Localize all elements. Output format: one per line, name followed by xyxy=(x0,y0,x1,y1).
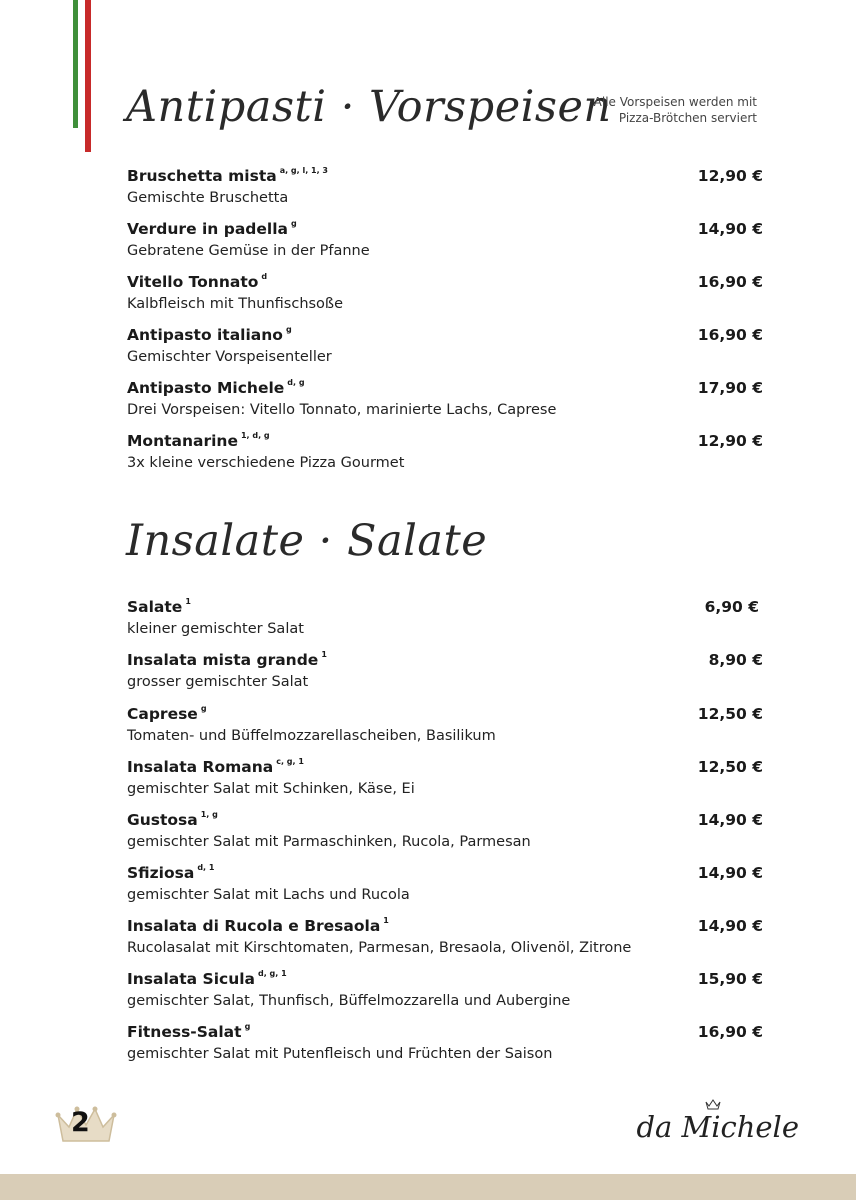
item-description: 3x kleine verschiedene Pizza Gourmet xyxy=(127,455,405,471)
item-name: Insalata Sicula $^{d, g, 1}$ xyxy=(127,969,287,988)
item-name: Vitello Tonnato $^d$ xyxy=(127,272,268,291)
item-price: 12,90 € xyxy=(697,167,763,185)
item-description: Drei Vorspeisen: Vitello Tonnato, marinierte Lachs, Caprese xyxy=(127,402,557,418)
menu-item xyxy=(127,1023,763,1071)
item-price: 17,90 € xyxy=(697,379,763,397)
item-name: Insalata mista grande $^1$ xyxy=(127,650,327,669)
item-description: Kalbfleisch mit Thunfischsoße xyxy=(127,296,343,312)
item-allergens: g xyxy=(290,219,297,228)
item-price: 14,90 € xyxy=(697,811,763,829)
menu-item xyxy=(127,220,763,268)
item-allergens: d, 1 xyxy=(197,863,215,872)
item-name: Bruschetta mista $^{a, g, l, 1, 3}$ xyxy=(127,166,328,185)
item-price: 16,90 € xyxy=(697,1023,763,1041)
logo-text: da Michele xyxy=(636,1110,799,1144)
item-price: 16,90 € xyxy=(697,273,763,291)
antipasti-note xyxy=(517,94,757,126)
item-description: Gebratene Gemüse in der Pfanne xyxy=(127,243,370,259)
item-allergens: 1 xyxy=(321,650,327,659)
item-name: Caprese $^g$ xyxy=(127,704,207,723)
item-price: 12,50 € xyxy=(697,758,763,776)
item-description: grosser gemischter Salat xyxy=(127,674,309,690)
item-description: Rucolasalat mit Kirschtomaten, Parmesan, Bresaola, Olivenöl, Zitrone xyxy=(127,940,632,956)
footer-bar xyxy=(0,1174,856,1200)
item-allergens: 1 xyxy=(185,597,191,606)
menu-item xyxy=(127,598,763,646)
item-price: 12,90 € xyxy=(697,432,763,450)
item-allergens: 1, d, g xyxy=(240,431,270,440)
flag-stripe-white xyxy=(78,0,83,138)
item-name: Insalata di Rucola e Bresaola $^1$ xyxy=(127,916,389,935)
item-allergens: g xyxy=(244,1022,251,1031)
menu-item xyxy=(127,705,763,753)
item-price: 14,90 € xyxy=(697,917,763,935)
antipasti-note-line: Alle Vorspeisen werden mit xyxy=(593,95,757,109)
item-allergens: d, g, 1 xyxy=(258,969,287,978)
section-title-insalate: Insalate · Salate xyxy=(126,516,488,566)
menu-item xyxy=(127,379,763,427)
item-price: 14,90 € xyxy=(697,864,763,882)
item-description: Gemischte Bruschetta xyxy=(127,190,289,206)
item-description: gemischter Salat, Thunfisch, Büffelmozzarella und Aubergine xyxy=(127,993,571,1009)
item-allergens: d xyxy=(261,272,268,281)
section-title-antipasti: Antipasti · Vorspeisen xyxy=(126,82,612,132)
item-price: 8,90 € xyxy=(708,651,763,669)
menu-item xyxy=(127,273,763,321)
menu-item xyxy=(127,811,763,859)
item-allergens: c, g, 1 xyxy=(276,757,304,766)
item-allergens: d, g xyxy=(287,378,305,387)
flag-stripe-red xyxy=(85,0,91,152)
menu-item xyxy=(127,864,763,912)
item-description: kleiner gemischter Salat xyxy=(127,621,304,637)
item-price: 16,90 € xyxy=(697,326,763,344)
item-allergens: 1 xyxy=(383,916,389,925)
item-description: Gemischter Vorspeisenteller xyxy=(127,349,332,365)
item-description: gemischter Salat mit Putenfleisch und Früchten der Saison xyxy=(127,1046,553,1062)
menu-item xyxy=(127,970,763,1018)
item-name: Gustosa $^{1, g}$ xyxy=(127,810,218,829)
menu-item xyxy=(127,432,763,480)
item-name: Antipasto Michele $^{d, g}$ xyxy=(127,378,305,397)
item-name: Salate $^1$ xyxy=(127,597,191,616)
item-price: 14,90 € xyxy=(697,220,763,238)
item-name: Insalata Romana $^{c, g, 1}$ xyxy=(127,757,304,776)
item-description: Tomaten- und Büffelmozzarellascheiben, Basilikum xyxy=(127,728,496,744)
logo-crown-icon xyxy=(705,1098,721,1110)
menu-item xyxy=(127,651,763,699)
item-name: Verdure in padella $^g$ xyxy=(127,219,297,238)
item-description: gemischter Salat mit Schinken, Käse, Ei xyxy=(127,781,415,797)
page-number: 2 xyxy=(71,1107,90,1138)
item-name: Sfiziosa $^{d, 1}$ xyxy=(127,863,215,882)
antipasti-note-line: Pizza-Brötchen serviert xyxy=(618,111,757,125)
item-description: gemischter Salat mit Lachs und Rucola xyxy=(127,887,410,903)
item-price: 15,90 € xyxy=(697,970,763,988)
item-allergens: 1, g xyxy=(200,810,218,819)
menu-item xyxy=(127,917,763,965)
item-allergens: a, g, l, 1, 3 xyxy=(279,166,328,175)
item-description: gemischter Salat mit Parmaschinken, Rucola, Parmesan xyxy=(127,834,531,850)
menu-item xyxy=(127,167,763,215)
menu-item xyxy=(127,326,763,374)
item-allergens: g xyxy=(285,325,292,334)
item-price: 12,50 € xyxy=(697,705,763,723)
menu-item xyxy=(127,758,763,806)
item-name: Montanarine $^{1, d, g}$ xyxy=(127,431,270,450)
item-allergens: g xyxy=(200,704,207,713)
item-name: Fitness-Salat $^g$ xyxy=(127,1022,251,1041)
item-name: Antipasto italiano $^g$ xyxy=(127,325,292,344)
item-price: 6,90 € xyxy=(704,598,759,616)
